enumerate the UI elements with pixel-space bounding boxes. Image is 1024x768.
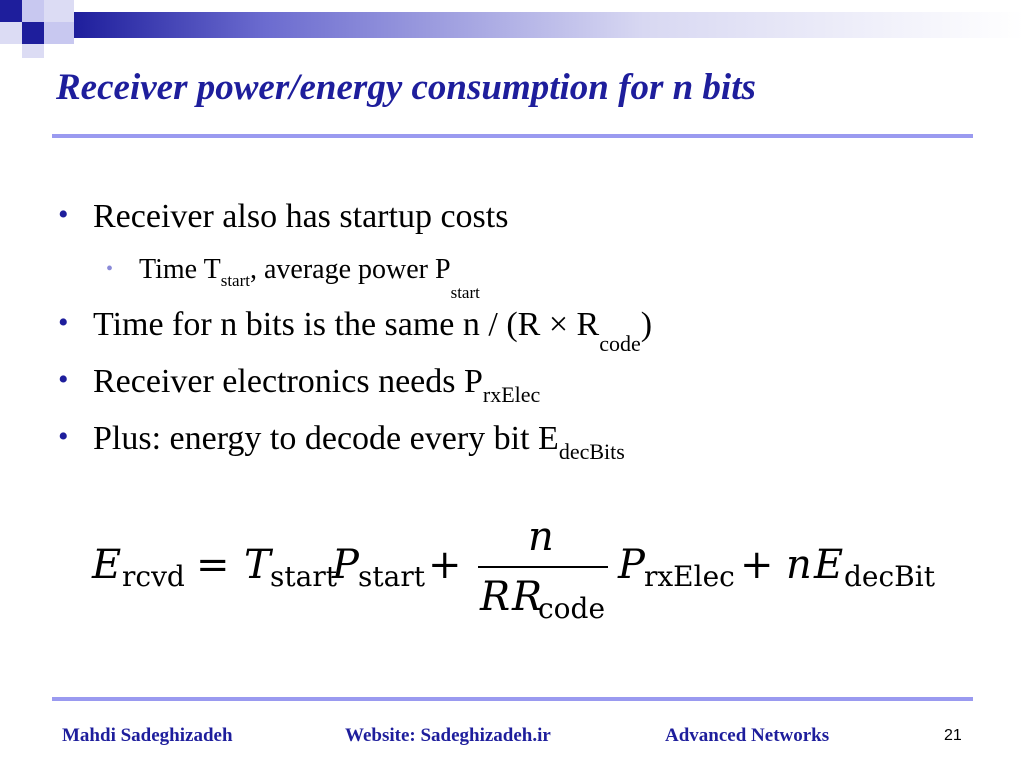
bullet-icon: •: [58, 198, 69, 231]
header-decoration: [0, 0, 1024, 60]
fraction-bar: [478, 566, 608, 568]
bullet-text-2: Time for n bits is the same $n / (R \times R_{code})$: [93, 306, 653, 356]
title-divider: [52, 134, 973, 138]
bullet-icon: •: [58, 363, 69, 396]
footer-website: Website: Sadeghizadeh.ir: [345, 725, 551, 746]
footer-divider: [52, 697, 973, 701]
footer-course: Advanced Networks: [665, 725, 830, 746]
sub-bullet-icon: •: [106, 258, 114, 280]
page-number: 21: [944, 727, 962, 744]
sub-bullet-text: Time $T_{start}$, average power $P_{start}$: [139, 254, 480, 302]
bullet-icon: •: [58, 420, 69, 453]
energy-formula: E rcvd = T start P start + n R R code P rxElec + n E decBit: [92, 514, 935, 625]
bullet-text-1: Receiver also has startup costs: [93, 198, 509, 235]
bullet-text-3: Receiver electronics needs $P_{rxElec}$: [93, 363, 541, 407]
slide-title: Receiver power/energy consumption for n bits: [56, 67, 756, 108]
bullet-icon: •: [58, 306, 69, 339]
footer-author: Mahdi Sadeghizadeh: [62, 725, 233, 746]
bullet-text-4: Plus: energy to decode every bit $E_{decBits}$: [93, 420, 625, 464]
